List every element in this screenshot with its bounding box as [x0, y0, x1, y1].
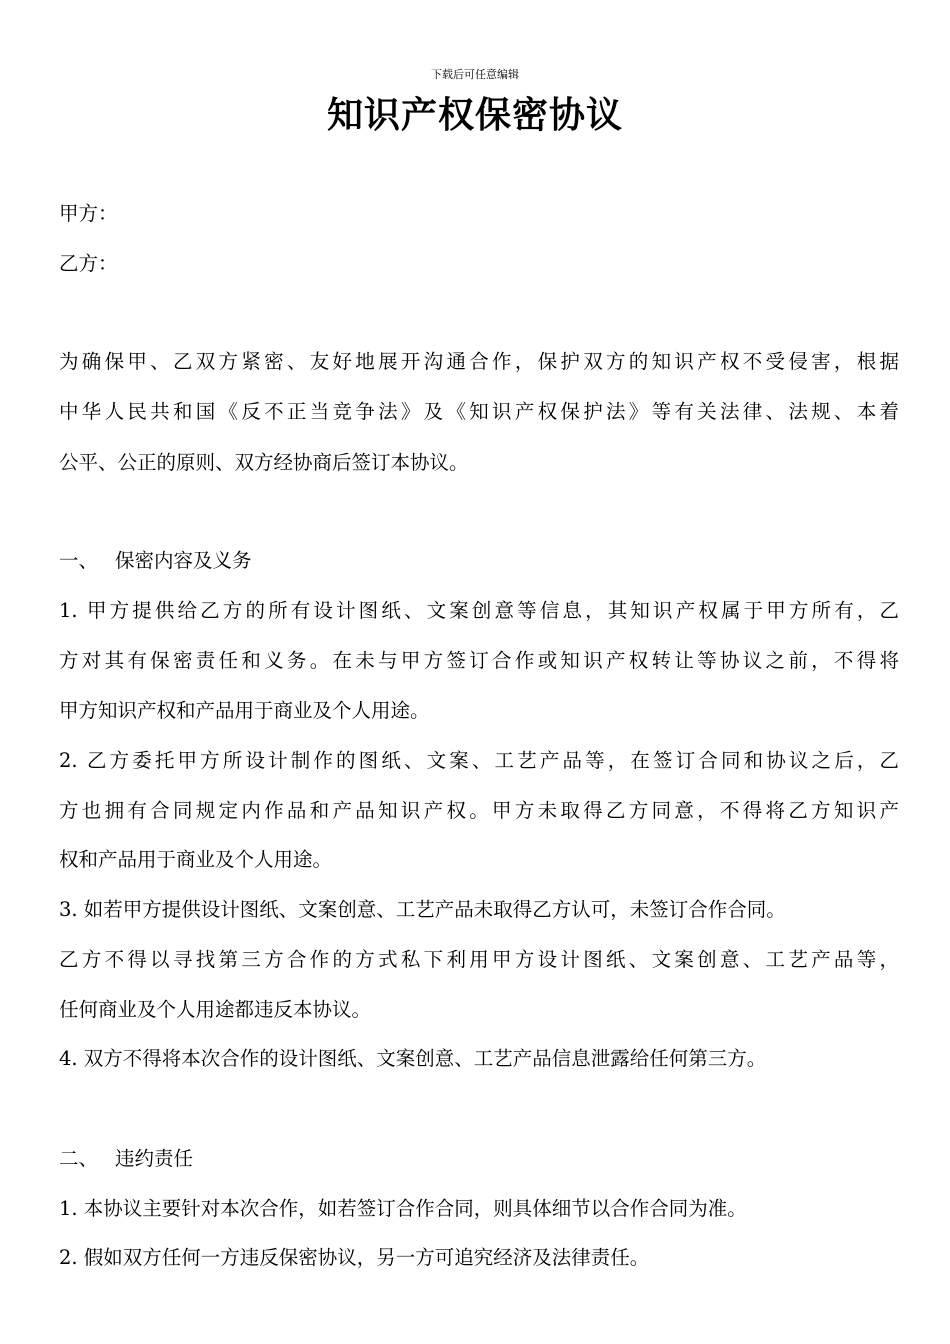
clause-line: 2. 假如双方任何一方违反保密协议，另一方可追究经济及法律责任。: [59, 1246, 650, 1269]
section-number: 二、: [59, 1147, 99, 1170]
clause-line: 方对其有保密责任和义务。在未与甲方签订合作或知识产权转让等协议之前，不得将: [59, 649, 899, 672]
section-heading-1: [59, 547, 899, 575]
clause-line: 任何商业及个人用途都违反本协议。: [59, 998, 372, 1021]
clause-line: 2. 乙方委托甲方所设计制作的图纸、文案、工艺产品等，在签订合同和协议之后，乙: [59, 749, 899, 772]
clause-line: 方也拥有合同规定内作品和产品知识产权。甲方未取得乙方同意，不得将乙方知识产: [59, 799, 899, 822]
intro-line: 中华人民共和国《反不正当竞争法》及《知识产权保护法》等有关法律、法规、本着: [59, 400, 899, 423]
intro-line: 公平、公正的原则、双方经协商后签订本协议。: [59, 451, 469, 474]
section-title: 违约责任: [115, 1147, 194, 1170]
clause-line: 权和产品用于商业及个人用途。: [59, 848, 333, 871]
clause-line: 3. 如若甲方提供设计图纸、文案创意、工艺产品未取得乙方认可，未签订合作合同。: [59, 898, 786, 921]
intro-line: 为确保甲、乙双方紧密、友好地展开沟通合作，保护双方的知识产权不受侵害，根据: [59, 350, 899, 373]
party-a-label: 甲方：: [59, 202, 118, 225]
clause-line: 4. 双方不得将本次合作的设计图纸、文案创意、工艺产品信息泄露给任何第三方。: [59, 1047, 767, 1070]
section-heading-2: [59, 1145, 899, 1173]
clause-line: 1. 甲方提供给乙方的所有设计图纸、文案创意等信息，其知识产权属于甲方所有，乙: [59, 599, 899, 622]
party-b-label: 乙方：: [59, 252, 118, 275]
section-title: 保密内容及义务: [115, 549, 252, 572]
document-title: 知识产权保密协议: [326, 94, 623, 136]
header-note: 下载后可任意编辑: [431, 68, 519, 81]
clause-line: 乙方不得以寻找第三方合作的方式私下利用甲方设计图纸、文案创意、工艺产品等，: [59, 948, 899, 971]
section-number: 一、: [59, 549, 99, 572]
clause-line: 1. 本协议主要针对本次合作，如若签订合作合同，则具体细节以合作合同为准。: [59, 1197, 747, 1220]
clause-line: 甲方知识产权和产品用于商业及个人用途。: [59, 699, 430, 722]
